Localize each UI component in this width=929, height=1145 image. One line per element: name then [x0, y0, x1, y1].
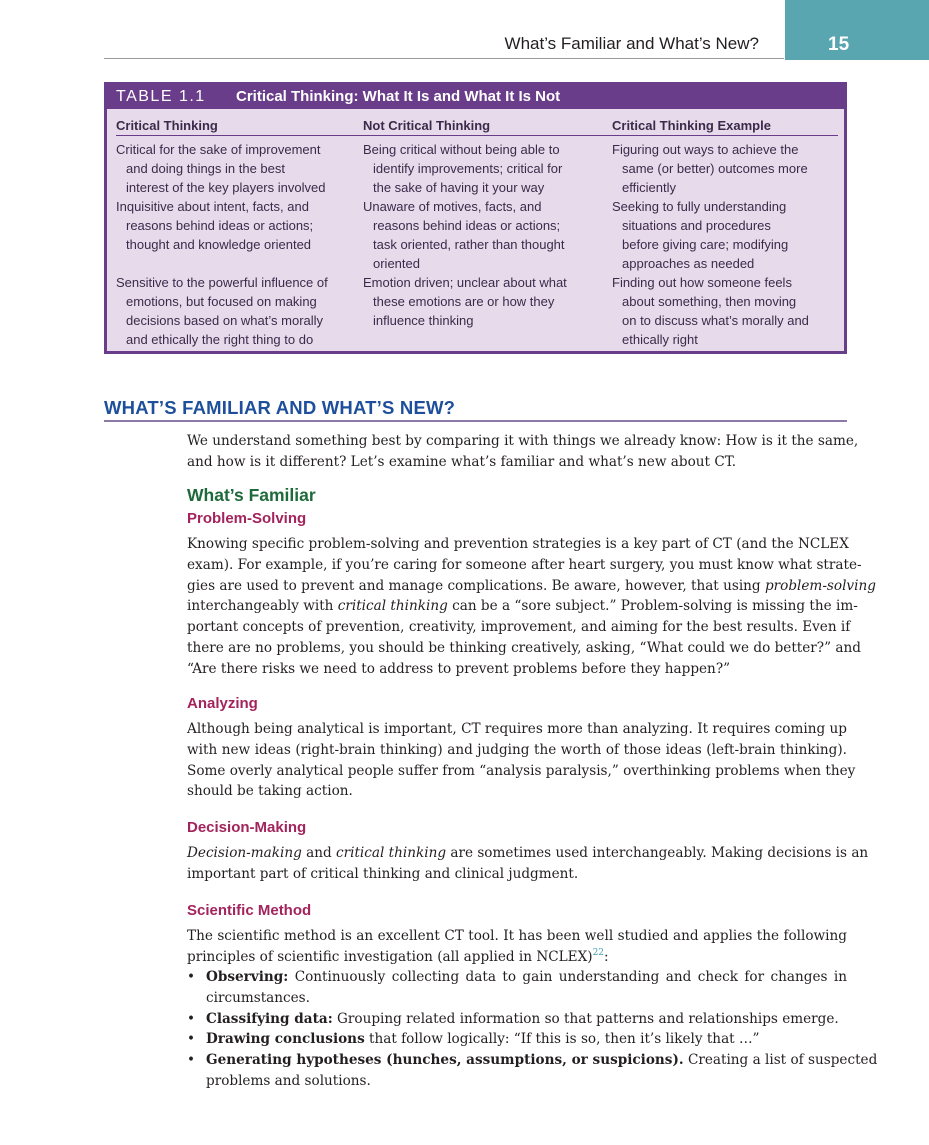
heading-decision-making: Decision-Making [187, 819, 307, 836]
table-cell: Seeking to fully understanding situations and procedures before giving care; modifying approaches as needed [612, 199, 789, 271]
intro-paragraph: We understand something best by comparing it with things we already know: How is it the same, and how is it different? Let’s examine what’s familiar and what’s new about CT. [187, 433, 859, 470]
bullet-icon: • [187, 1010, 196, 1027]
bullet-icon: • [187, 1052, 196, 1069]
column-header-critical-thinking: Critical Thinking [116, 118, 218, 133]
table-title-bar [107, 85, 844, 109]
section-heading-rule [104, 420, 847, 422]
reference-superscript: 22 [592, 947, 605, 958]
table-cell: Being critical without being able to identify improvements; critical for the sake of having it your way [363, 142, 563, 195]
problem-solving-paragraph: Knowing specific problem-solving and prevention strategies is a key part of CT (and the NCLEX exam). For example, if you’re caring for someone after heart surgery, you must know what strate- gies are used to prevent and manage complications. Be aware, however, that using problem-solving interchangeably with critical thinking can be a “sore subject.” Problem-solving is missing the im- portant concepts of prevention, creativity, improvement, and aiming for the best results. Even if there are no problems, you should be thinking creatively, asking, “What could we do better?” and “Are there risks we need to address to prevent problems before they happen?” [187, 536, 876, 677]
heading-problem-solving: Problem-Solving [187, 510, 307, 527]
table-cell: Sensitive to the powerful influence of emotions, but focused on making decisions based on what’s morally and ethically the right thing to do [116, 275, 328, 347]
list-item: • Classifying data: Grouping related information so that patterns and relationships emerge. [187, 1009, 847, 1030]
bullet-icon: • [187, 969, 196, 985]
list-item: • Drawing conclusions that follow logically: “If this is so, then it’s likely that …” [187, 1029, 847, 1050]
table-cell: Finding out how someone feels about something, then moving on to discuss what’s morally and ethically right [612, 275, 809, 347]
page-number-tab [785, 0, 929, 60]
heading-scientific-method: Scientific Method [187, 902, 312, 919]
table-cell: Figuring out ways to achieve the same (or better) outcomes more efficiently [612, 142, 808, 195]
list-item: • Generating hypotheses (hunches, assumptions, or suspicions). Creating a list of suspected problems and solutions. [187, 1052, 878, 1089]
decision-making-paragraph: Decision-making and critical thinking are sometimes used interchangeably. Making decisions is an important part of critical thinking and clinical judgment. [187, 845, 869, 882]
table-cell: Inquisitive about intent, facts, and reasons behind ideas or actions; thought and knowledge oriented [116, 199, 314, 252]
table-1-1 [104, 82, 847, 354]
page-number: 15 [828, 34, 850, 55]
heading-analyzing: Analyzing [187, 695, 258, 712]
table-cell: Critical for the sake of improvement and doing things in the best interest of the key players involved [116, 142, 326, 195]
section-heading: WHAT’S FAMILIAR AND WHAT’S NEW? [104, 397, 456, 418]
table-cell: Unaware of motives, facts, and reasons behind ideas or actions; task oriented, rather than thought oriented [363, 199, 565, 271]
analyzing-paragraph: Although being analytical is important, CT requires more than analyzing. It requires coming up with new ideas (right-brain thinking) and judging the worth of those ideas (left-brain thinking). Some overly analytical people suffer from “analysis paralysis,” overthinking problems when they should be taking action. [187, 721, 856, 800]
table-number: TABLE 1.1 [116, 88, 206, 105]
scientific-method-paragraph: The scientific method is an excellent CT tool. It has been well studied and applies the following principles of scientific investigation (all applied in NCLEX)$^{22}$: [187, 928, 847, 965]
table-cell: Emotion driven; unclear about what these emotions are or how they influence thinking [363, 275, 567, 328]
column-header-rule [116, 135, 838, 136]
running-header-title: What’s Familiar and What’s New? [504, 34, 759, 53]
bullet-icon: • [187, 1031, 196, 1048]
scientific-principles-list [187, 967, 878, 1092]
column-header-example: Critical Thinking Example [612, 118, 771, 133]
running-header-rule [104, 58, 784, 59]
column-header-not-critical-thinking: Not Critical Thinking [363, 118, 491, 133]
list-item: • Observing: Continuously collecting data to gain understanding and check for changes in circumstances. [187, 969, 847, 1006]
subheading-whats-familiar: What’s Familiar [187, 485, 316, 505]
table-caption: Critical Thinking: What It Is and What It Is Not [236, 88, 561, 105]
